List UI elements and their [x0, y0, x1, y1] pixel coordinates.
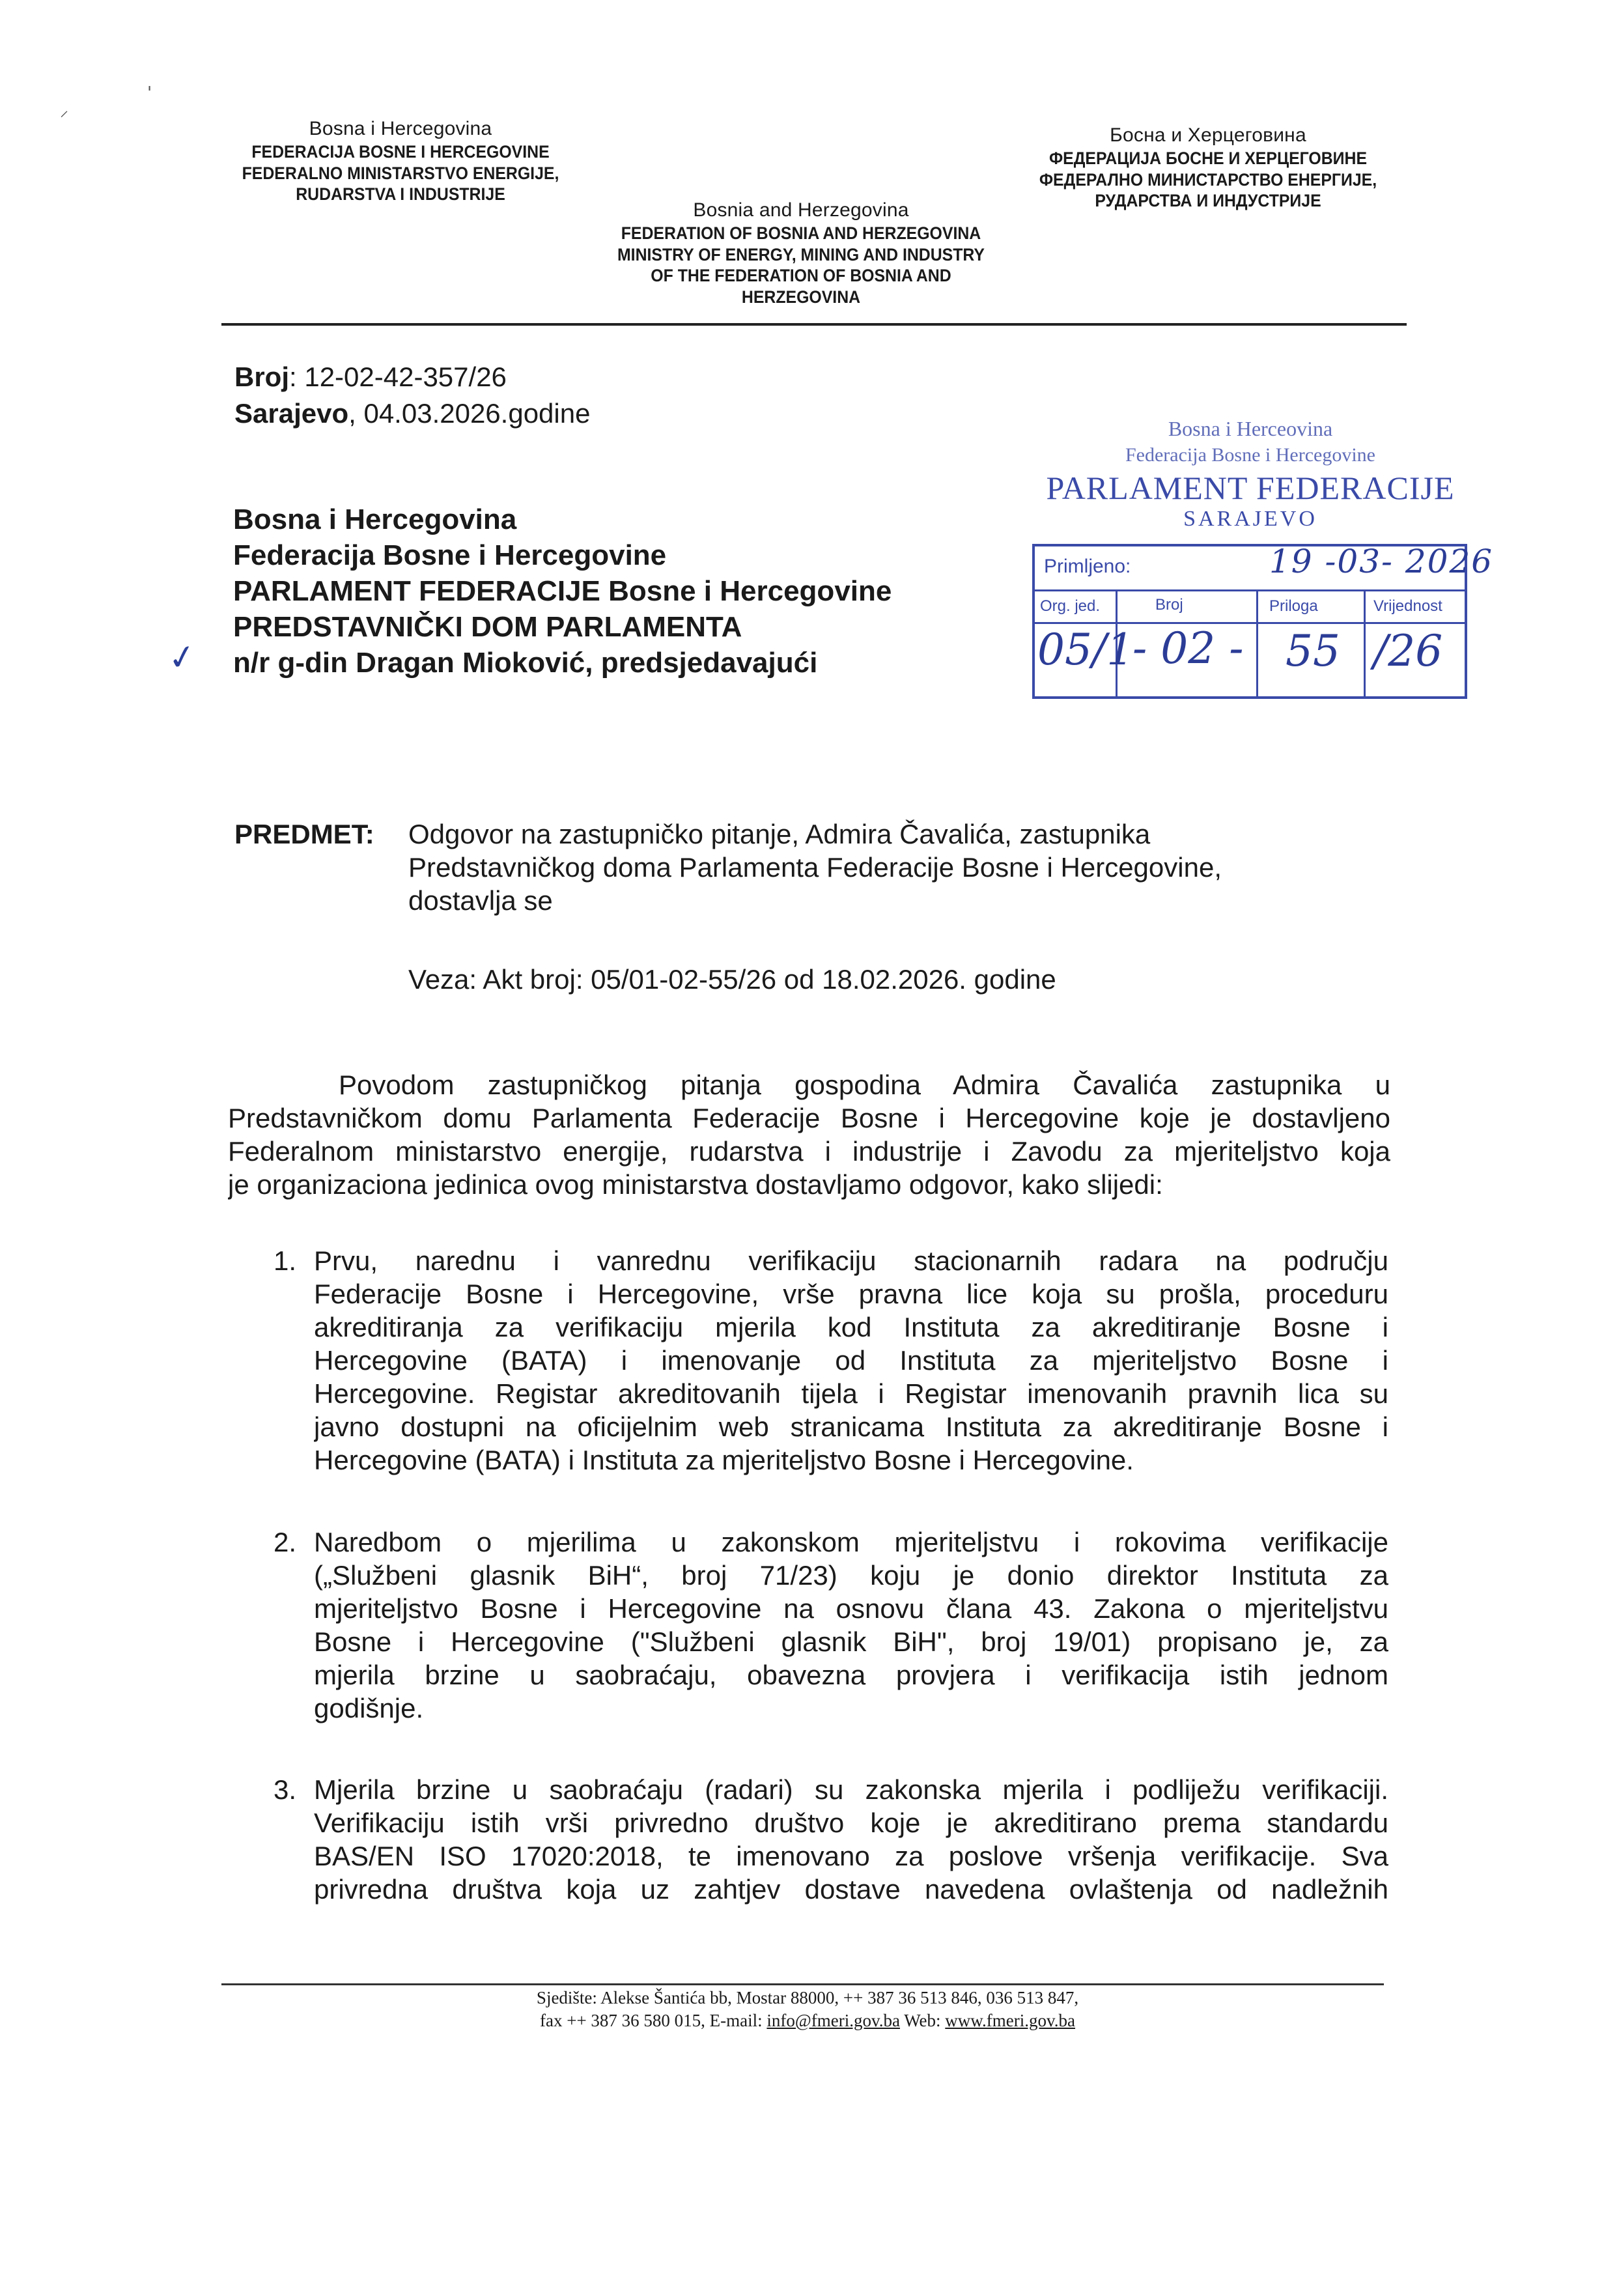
letterhead-country: Bosna i Hercegovina: [309, 118, 492, 139]
document-date: [234, 400, 590, 427]
stamp-row-headers: [1035, 589, 1465, 624]
stamp-federation: Federacija Bosne i Hercegovine: [1125, 444, 1375, 466]
footer-address: Sjedište: Alekse Šantića bb, Mostar 88000, ++ 387 36 513 846, 036 513 847,: [536, 1988, 1079, 2007]
list-item: [314, 1525, 1388, 1725]
list-item-line: Mjerila brzine u saobraćaju (radari) su zakonska mjerila i podliježu verifikaciji.: [314, 1774, 1388, 1805]
stamp-box: [1032, 543, 1494, 699]
list-item-line: Hercegovine (BATA) i imenovanje od Instituta za mjeriteljstvo Bosne i: [314, 1345, 1388, 1376]
letterhead-ministry-2: RUDARSTVA I INDUSTRIJE: [296, 184, 505, 205]
addressee-line: Federacija Bosne i Hercegovine: [233, 539, 667, 571]
stamp-title: PARLAMENT FEDERACIJE: [1046, 470, 1455, 506]
footer-email-link[interactable]: info@fmeri.gov.ba: [766, 2011, 900, 2031]
list-item-line: mjerila brzine u saobraćaju, obavezna provjera i verifikacija istih jednom: [314, 1660, 1388, 1690]
list-item-line: akreditiranja za verifikaciju mjerila kod Instituta za akreditiranje Bosne i: [314, 1312, 1388, 1342]
letterhead-cyrillic: [1003, 124, 1413, 212]
stamp-received-label: Primljeno:: [1044, 556, 1131, 577]
footer-web-link[interactable]: www.fmeri.gov.ba: [945, 2011, 1075, 2031]
subject-text: [408, 817, 1617, 918]
stamp-city: SARAJEVO: [1183, 507, 1317, 531]
paragraph-line: Predstavničkom domu Parlamenta Federacije Bosne i Hercegovine koje je dostavljeno: [228, 1103, 1390, 1133]
addressee-line: Bosna i Hercegovina: [233, 503, 517, 535]
list-item-line: Federacije Bosne i Hercegovine, vrše pravna lice koja su prošla, proceduru: [314, 1279, 1388, 1309]
list-item-line: Naredbom o mjerilima u zakonskom mjeriteljstvu i rokovima verifikacije: [314, 1527, 1388, 1557]
letterhead-ministry-en-2: OF THE FEDERATION OF BOSNIA AND: [651, 266, 951, 286]
list-item: [314, 1773, 1388, 1906]
letterhead-federation: FEDERACIJA BOSNE I HERCEGOVINE: [251, 141, 550, 162]
document-number: [234, 363, 507, 391]
list-item-number: 3.: [274, 1774, 297, 1805]
letterhead-federation-cyr: ФЕДЕРАЦИЈА БОСНЕ И ХЕРЦЕГОВИНЕ: [1048, 148, 1368, 168]
stamp-col-vrijednost: Vrijednost: [1373, 597, 1442, 615]
document-date-value: , 04.03.2026.godine: [348, 398, 591, 429]
stamp-col-broj: Broj: [1155, 596, 1183, 614]
footer-contact: [339, 2009, 1276, 2032]
paragraph-line: Povodom zastupničkog pitanja gospodina Admira Čavalića zastupnika u: [339, 1070, 1390, 1100]
stamp-divider: [1256, 589, 1258, 696]
list-item-line: Prvu, narednu i vanrednu verifikaciju stacionarnih radara na području: [314, 1245, 1388, 1276]
subject-line: Predstavničkog doma Parlamenta Federacije Bosne i Hercegovine,: [408, 852, 1222, 883]
document-number-label: Broj: [234, 361, 289, 392]
subject-line: dostavlja se: [408, 885, 553, 916]
document-place: Sarajevo: [234, 398, 349, 429]
reference-line: Veza: Akt broj: 05/01-02-55/26 od 18.02.2026. godine: [408, 964, 1056, 995]
list-item: [314, 1244, 1388, 1477]
scan-mark: ': [147, 83, 152, 103]
intro-paragraph: [228, 1068, 1390, 1201]
list-item-line: privredna društva koja uz zahtjev dostave navedena ovlaštenja od nadležnih: [314, 1874, 1388, 1905]
list-item-number: 2.: [274, 1527, 297, 1557]
footer-rule: [221, 1983, 1384, 1985]
stamp-val-vrijednost: /26: [1373, 626, 1443, 676]
stamp-val-broj: - 02 -: [1132, 623, 1244, 673]
stamp-divider: [1364, 589, 1366, 696]
stamp-col-org: Org. jed.: [1040, 597, 1101, 615]
paragraph-line: je organizaciona jedinica ovog ministarstva dostavljamo odgovor, kako slijedi:: [228, 1169, 1163, 1200]
stamp-val-org: 05/1: [1037, 625, 1134, 675]
stamp-val-priloga: 55: [1286, 626, 1340, 676]
addressee-line: PREDSTAVNIČKI DOM PARLAMENTA: [233, 611, 742, 643]
list-item-number: 1.: [274, 1245, 297, 1276]
stamp-country: Bosna i Herceovina: [1168, 417, 1333, 440]
document-number-value: : 12-02-42-357/26: [289, 361, 507, 392]
stamp-col-priloga: Priloga: [1269, 597, 1318, 615]
letterhead-ministry-cyr-2: РУДАРСТВА И ИНДУСТРИЈЕ: [1095, 191, 1321, 211]
letterhead-ministry-cyr: ФЕДЕРАЛНО МИНИСТАРСТВО ЕНЕРГИЈЕ,: [1039, 169, 1377, 190]
list-item-line: Bosne i Hercegovine ("Službeni glasnik BiH", broj 19/01) propisano je, za: [314, 1626, 1388, 1657]
letterhead-federation-en: FEDERATION OF BOSNIA AND HERZEGOVINA: [621, 223, 981, 243]
list-item-line: javno dostupni na oficijelnim web stranicama Instituta za akreditiranje Bosne i: [314, 1411, 1388, 1442]
scan-mark: ⸝: [60, 101, 69, 120]
addressee-recipient: n/r g-din Dragan Mioković, predsjedavajući: [233, 647, 818, 679]
paragraph-line: Federalnom ministarstvo energije, rudarstva i industrije i Zavodu za mjeriteljstvo koja: [228, 1136, 1390, 1167]
letterhead-english: [573, 199, 1029, 308]
letterhead-ministry-en: MINISTRY OF ENERGY, MINING AND INDUSTRY: [617, 244, 985, 264]
list-item-line: mjeriteljstvo Bosne i Hercegovine na osnovu člana 43. Zakona o mjeriteljstvu: [314, 1593, 1388, 1624]
letterhead-country-en: Bosnia and Herzegovina: [693, 199, 909, 221]
list-item-line: godišnje.: [314, 1693, 424, 1723]
letterhead-ministry: FEDERALNO MINISTARSTVO ENERGIJE,: [242, 163, 559, 183]
footer: [339, 1987, 1276, 2032]
letterhead-local: [215, 117, 586, 205]
letterhead-country-cyr: Босна и Херцеговина: [1110, 124, 1306, 146]
footer-web-label: Web:: [899, 2011, 946, 2031]
list-item-line: Hercegovine. Registar akreditovanih tijela i Registar imenovanih pravnih lica su: [314, 1378, 1388, 1409]
subject-label: PREDMET:: [234, 819, 374, 849]
list-item-line: Hercegovine (BATA) i Instituta za mjeriteljstvo Bosne i Hercegovine.: [314, 1445, 1134, 1475]
addressee-block: [233, 502, 892, 681]
stamp-received-date: 19 -03- 2026: [1269, 543, 1494, 580]
handwritten-check-icon: ✓: [165, 636, 200, 680]
footer-fax: fax ++ 387 36 580 015, E-mail:: [540, 2011, 767, 2031]
subject-line: Odgovor na zastupničko pitanje, Admira Čavalića, zastupnika: [408, 819, 1151, 849]
list-item-line: Verifikaciju istih vrši privredno društvo koje je akreditirano prema standardu: [314, 1807, 1388, 1838]
letterhead-rule: [221, 323, 1407, 326]
stamp-row-received: [1035, 543, 1494, 591]
list-item-line: BAS/EN ISO 17020:2018, te imenovano za poslove vršenja verifikacije. Sva: [314, 1841, 1388, 1871]
addressee-line: PARLAMENT FEDERACIJE Bosne i Hercegovine: [233, 575, 892, 607]
list-item-line: („Službeni glasnik BiH“, broj 71/23) koju je donio direktor Instituta za: [314, 1560, 1388, 1591]
letterhead-ministry-en-3: HERZEGOVINA: [741, 287, 861, 307]
